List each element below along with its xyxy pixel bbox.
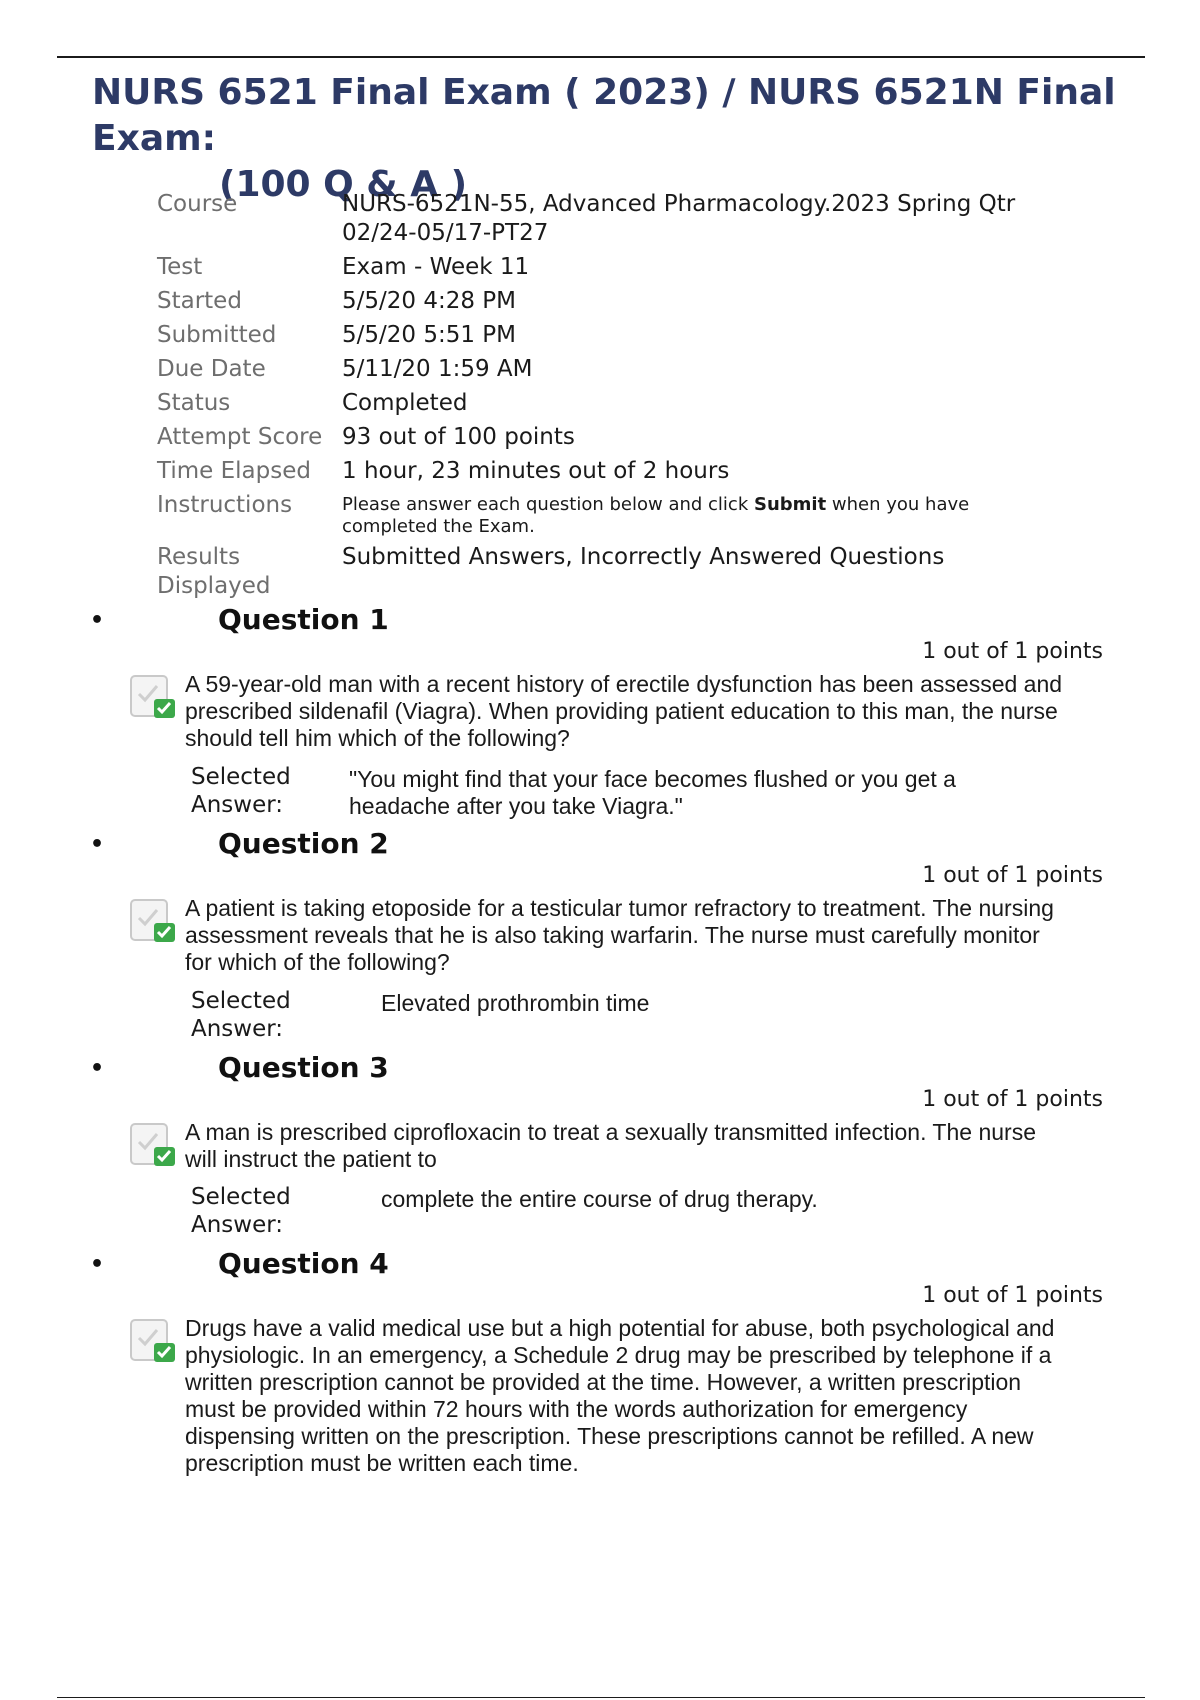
meta-value: 1 hour, 23 minutes out of 2 hours bbox=[342, 458, 730, 484]
question-heading bbox=[90, 603, 389, 638]
selected-answer: Elevated prothrombin time bbox=[381, 990, 650, 1016]
page-title bbox=[92, 70, 1152, 208]
selected-answer: complete the entire course of drug therapy. bbox=[381, 1186, 818, 1212]
meta-key: Started bbox=[157, 288, 242, 314]
meta-key: Test bbox=[157, 254, 203, 280]
selected-answer: "You might find that your face becomes flushed or you get a headache after you take Viagra." bbox=[349, 766, 956, 819]
meta-value: 5/11/20 1:59 AM bbox=[342, 356, 533, 382]
question-title: Question 4 bbox=[218, 1247, 389, 1280]
question-heading bbox=[90, 827, 389, 862]
bottom-rule bbox=[57, 1697, 1145, 1698]
meta-value: NURS-6521N-55, Advanced Pharmacology.2023 Spring Qtr 02/24-05/17-PT27 bbox=[342, 191, 1016, 246]
meta-row-attempt-score bbox=[157, 423, 1057, 452]
meta-value: Exam - Week 11 bbox=[342, 254, 530, 280]
question-heading bbox=[90, 1247, 389, 1282]
meta-key: Due Date bbox=[157, 356, 266, 382]
selected-answer-label: Selected Answer: bbox=[191, 1184, 291, 1238]
meta-key: Course bbox=[157, 191, 238, 217]
bullet-icon: • bbox=[90, 1056, 105, 1081]
meta-row-due-date bbox=[157, 355, 1057, 384]
meta-row-test bbox=[157, 253, 1057, 282]
instructions-text-pre: Please answer each question below and click bbox=[342, 494, 754, 515]
selected-answer-label: Selected Answer: bbox=[191, 988, 291, 1042]
meta-key: Results Displayed bbox=[157, 544, 271, 599]
meta-value: 93 out of 100 points bbox=[342, 424, 575, 450]
question-title: Question 3 bbox=[218, 1051, 389, 1084]
instructions-text-post: when you have completed the Exam. bbox=[342, 494, 970, 537]
meta-row-course bbox=[157, 190, 1057, 248]
meta-value: 5/5/20 5:51 PM bbox=[342, 322, 517, 348]
meta-value: Submitted Answers, Incorrectly Answered Questions bbox=[342, 544, 945, 570]
question-title: Question 2 bbox=[218, 827, 389, 860]
question-text: A 59-year-old man with a recent history of erectile dysfunction has been assessed and prescribed sildenafil (Viagra). When providing patient education to this man, the nurse should tell him which of the following? bbox=[185, 671, 1063, 751]
correct-answer-check-icon bbox=[127, 1314, 179, 1366]
meta-value: 5/5/20 4:28 PM bbox=[342, 288, 517, 314]
meta-row-instructions bbox=[157, 491, 1057, 538]
correct-answer-check-icon bbox=[127, 894, 179, 946]
meta-row-status bbox=[157, 389, 1057, 418]
question-text: Drugs have a valid medical use but a high potential for abuse, both psychological and physiologic. In an emergency, a Schedule 2 drug may be prescribed by telephone if a written prescription cannot be provided at the time. However, a written prescription must be provided within 72 hours with the words authorization for emergency dispensing written on the prescription. These prescriptions cannot be refilled. A new prescription must be written each time. bbox=[185, 1315, 1055, 1476]
meta-row-results-displayed bbox=[157, 543, 1057, 601]
top-rule bbox=[57, 56, 1145, 58]
question-text: A man is prescribed ciprofloxacin to treat a sexually transmitted infection. The nurse will instruct the patient to bbox=[185, 1119, 1036, 1172]
meta-row-submitted bbox=[157, 321, 1057, 350]
correct-answer-check-icon bbox=[127, 1118, 179, 1170]
meta-value: Completed bbox=[342, 390, 468, 416]
question-heading bbox=[90, 1051, 389, 1086]
title-line-1: NURS 6521 Final Exam ( 2023) / NURS 6521N Final Exam: bbox=[92, 72, 1116, 159]
correct-answer-check-icon bbox=[127, 670, 179, 722]
meta-row-time-elapsed bbox=[157, 457, 1057, 486]
question-text: A patient is taking etoposide for a testicular tumor refractory to treatment. The nursing assessment reveals that he is also taking warfarin. The nurse must carefully monitor for which of the following? bbox=[185, 895, 1054, 975]
question-title: Question 1 bbox=[218, 603, 389, 636]
meta-key: Status bbox=[157, 390, 231, 416]
meta-value bbox=[342, 491, 1057, 538]
selected-answer-label: Selected Answer: bbox=[191, 764, 291, 818]
instructions-submit-word: Submit bbox=[753, 494, 827, 515]
meta-key: Time Elapsed bbox=[157, 458, 311, 484]
bullet-icon: • bbox=[90, 608, 105, 633]
question-points: 1 out of 1 points bbox=[922, 639, 1103, 664]
bullet-icon: • bbox=[90, 832, 105, 857]
meta-key: Instructions bbox=[157, 492, 293, 518]
exam-details-table bbox=[157, 190, 1057, 606]
meta-row-started bbox=[157, 287, 1057, 316]
question-points: 1 out of 1 points bbox=[922, 1283, 1103, 1308]
bullet-icon: • bbox=[90, 1252, 105, 1277]
meta-key: Submitted bbox=[157, 322, 277, 348]
meta-key: Attempt Score bbox=[157, 424, 323, 450]
title-line-2: (100 Q & A ) bbox=[219, 164, 468, 205]
question-points: 1 out of 1 points bbox=[922, 1087, 1103, 1112]
question-points: 1 out of 1 points bbox=[922, 863, 1103, 888]
